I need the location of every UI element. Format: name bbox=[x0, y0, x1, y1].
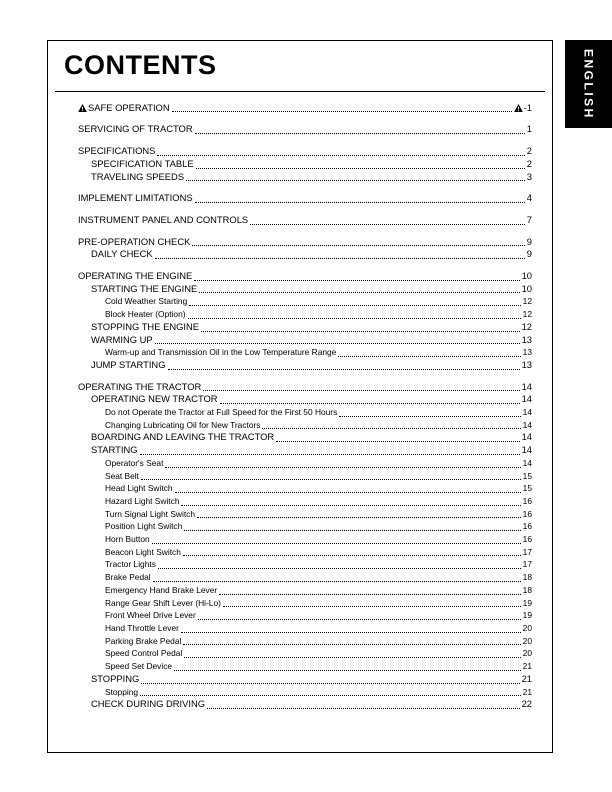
dot-leader bbox=[184, 530, 520, 531]
dot-leader bbox=[183, 644, 520, 645]
dot-leader bbox=[201, 331, 520, 332]
toc-entry-page: 21 bbox=[521, 672, 532, 684]
dot-leader bbox=[140, 454, 520, 455]
toc-entry-page: 10 bbox=[521, 282, 532, 294]
toc-entry-label: Operator's Seat bbox=[105, 457, 164, 468]
language-tab bbox=[565, 40, 612, 128]
toc-entry bbox=[78, 192, 532, 205]
toc-entry bbox=[78, 145, 532, 158]
toc-entry bbox=[78, 635, 532, 648]
toc-entry bbox=[78, 270, 532, 283]
toc-entry-label: INSTRUMENT PANEL AND CONTROLS bbox=[78, 213, 249, 225]
toc-entry-page: 15 bbox=[522, 470, 532, 481]
toc-entry-page: 16 bbox=[522, 495, 532, 506]
toc-entry-label: Hand Throttle Lever bbox=[105, 623, 179, 633]
toc-entry-label: Position Light Switch bbox=[105, 521, 183, 532]
dot-leader bbox=[220, 403, 520, 404]
toc-entry-label: Emergency Hand Brake Lever bbox=[105, 584, 218, 595]
toc-entry-page: 14 bbox=[522, 407, 532, 418]
toc-entry-label: Stopping bbox=[105, 686, 139, 697]
dot-leader bbox=[195, 133, 525, 134]
toc-entry bbox=[78, 571, 532, 584]
toc-entry bbox=[78, 647, 532, 660]
toc-entry-label: Beacon Light Switch bbox=[105, 546, 181, 557]
toc-entry-page: 14 bbox=[522, 419, 532, 430]
toc-entry-label: Turn Signal Light Switch bbox=[105, 508, 195, 519]
toc-entry bbox=[78, 359, 532, 372]
toc-entry-label: Seat Belt bbox=[105, 470, 139, 481]
toc-entry bbox=[78, 660, 532, 673]
dot-leader bbox=[198, 619, 521, 620]
toc-entry-label: Range Gear Shift Lever (Hi-Lo) bbox=[105, 597, 221, 608]
dot-leader bbox=[192, 245, 524, 246]
toc-entry bbox=[78, 597, 532, 610]
toc-entry bbox=[78, 609, 532, 622]
toc-entry bbox=[78, 520, 532, 533]
toc-entry-page: 13 bbox=[522, 347, 532, 358]
toc-entry-page: 13 bbox=[521, 358, 532, 370]
dot-leader bbox=[181, 632, 521, 633]
toc-entry-label: OPERATING THE TRACTOR bbox=[78, 380, 202, 392]
toc-entry-page: 17 bbox=[522, 559, 532, 570]
toc-entry-label: Warm-up and Transmission Oil in the Low Temperature Range bbox=[105, 347, 337, 358]
dot-leader bbox=[186, 180, 525, 181]
toc-entry-page: 4 bbox=[526, 192, 532, 204]
toc-entry-page: 13 bbox=[521, 333, 532, 345]
toc-entry bbox=[78, 686, 532, 699]
toc-entry bbox=[78, 508, 532, 521]
toc-entry bbox=[78, 444, 532, 457]
toc-entry-label: SERVICING OF TRACTOR bbox=[78, 123, 193, 135]
toc-entry-page: 12 bbox=[522, 296, 532, 307]
toc-entry-page: 3 bbox=[526, 170, 532, 182]
toc-entry-page: 14 bbox=[521, 431, 532, 443]
dot-leader bbox=[152, 543, 521, 544]
dot-leader bbox=[223, 606, 521, 607]
toc-entry-label: WARMING UP bbox=[91, 333, 153, 345]
toc-entry-page: 10 bbox=[521, 270, 532, 282]
page-title: CONTENTS bbox=[64, 50, 217, 80]
dot-leader bbox=[339, 416, 520, 417]
toc-entry bbox=[78, 321, 532, 334]
dot-leader bbox=[203, 390, 519, 391]
toc-entry-label: Block Heater (Option) bbox=[105, 309, 186, 320]
toc-entry bbox=[78, 308, 532, 321]
toc-entry-page: 17 bbox=[522, 546, 532, 557]
toc-entry-label: IMPLEMENT LIMITATIONS bbox=[78, 192, 193, 204]
dot-leader bbox=[219, 594, 520, 595]
toc-entry bbox=[78, 431, 532, 444]
toc-entry-page: 1 bbox=[526, 123, 532, 135]
toc-entry-label: TRAVELING SPEEDS bbox=[91, 170, 185, 182]
toc-entry-label: Parking Brake Pedal bbox=[105, 635, 182, 646]
toc-entry-label: CHECK DURING DRIVING bbox=[91, 698, 206, 710]
toc-entry-page: 18 bbox=[522, 584, 532, 595]
toc-entry-label: Horn Button bbox=[105, 534, 150, 545]
toc-entry bbox=[78, 236, 532, 249]
warning-triangle-icon bbox=[78, 104, 87, 112]
dot-leader bbox=[199, 292, 519, 293]
toc-entry bbox=[78, 214, 532, 227]
toc-entry bbox=[78, 283, 532, 296]
toc-entry-label: Tractor Lights bbox=[105, 559, 156, 570]
toc-entry bbox=[78, 248, 532, 261]
toc-entry-page: 16 bbox=[522, 534, 532, 545]
dot-leader bbox=[250, 224, 525, 225]
dot-leader bbox=[155, 258, 525, 259]
dot-leader bbox=[197, 517, 521, 518]
dot-leader bbox=[194, 280, 519, 281]
dot-leader bbox=[165, 467, 520, 468]
toc-entry-label: SAFE OPERATION bbox=[88, 101, 170, 113]
dot-leader bbox=[338, 356, 520, 357]
toc-entry-page: 22 bbox=[521, 698, 532, 710]
toc-entry-page: 21 bbox=[522, 686, 532, 697]
toc-entry bbox=[78, 393, 532, 406]
toc-entry bbox=[78, 419, 532, 432]
toc-entry bbox=[78, 457, 532, 470]
toc-entry-page: 16 bbox=[522, 508, 532, 519]
toc-entry-page: 9 bbox=[526, 235, 532, 247]
page-border bbox=[47, 40, 553, 753]
toc-entry-label: Speed Set Device bbox=[105, 661, 173, 672]
toc-entry bbox=[78, 495, 532, 508]
toc-entry-label: OPERATING NEW TRACTOR bbox=[91, 393, 218, 405]
toc-entry-label: STARTING THE ENGINE bbox=[91, 282, 198, 294]
toc-entry-label: Hazard Light Switch bbox=[105, 495, 180, 506]
toc-entry bbox=[78, 673, 532, 686]
toc-entry-label: Changing Lubricating Oil for New Tractors bbox=[105, 419, 261, 430]
dot-leader bbox=[195, 202, 525, 203]
dot-leader bbox=[174, 670, 521, 671]
dot-leader bbox=[155, 343, 520, 344]
dot-leader bbox=[175, 492, 521, 493]
toc-entry-page: 21 bbox=[522, 661, 532, 672]
toc-entry-label: Front Wheel Drive Lever bbox=[105, 610, 196, 621]
toc-entry-label: STOPPING bbox=[91, 672, 140, 684]
toc-entry bbox=[78, 533, 532, 546]
toc-entry-label: JUMP STARTING bbox=[91, 358, 166, 370]
dot-leader bbox=[172, 111, 512, 112]
toc-entry bbox=[78, 346, 532, 359]
toc-entry-label: Speed Control Pedal bbox=[105, 648, 183, 659]
dot-leader bbox=[189, 305, 520, 306]
toc-entry-label: OPERATING THE ENGINE bbox=[78, 270, 193, 282]
toc-entry bbox=[78, 406, 532, 419]
toc-entry-page: 14 bbox=[521, 380, 532, 392]
dot-leader bbox=[183, 555, 521, 556]
toc-entry bbox=[78, 482, 532, 495]
toc-entry-label: Cold Weather Starting bbox=[105, 296, 188, 307]
warning-triangle-icon bbox=[514, 104, 523, 112]
dot-leader bbox=[140, 695, 521, 696]
dot-leader bbox=[262, 428, 520, 429]
toc-entry-page: 9 bbox=[526, 248, 532, 260]
toc-entry-label: Do not Operate the Tractor at Full Speed for the First 50 Hours bbox=[105, 407, 338, 418]
toc-entry bbox=[78, 334, 532, 347]
dot-leader bbox=[188, 318, 521, 319]
toc-entry-page: 19 bbox=[522, 610, 532, 621]
toc-entry-page: 14 bbox=[521, 444, 532, 456]
dot-leader bbox=[207, 708, 519, 709]
toc-entry-page: 18 bbox=[522, 572, 532, 583]
toc-entry-label: SPECIFICATION TABLE bbox=[91, 157, 194, 169]
toc-entry-label: STOPPING THE ENGINE bbox=[91, 320, 200, 332]
toc-entry-page: 20 bbox=[522, 648, 532, 659]
dot-leader bbox=[153, 581, 521, 582]
toc-entry-page: 12 bbox=[521, 320, 532, 332]
toc-entry bbox=[78, 584, 532, 597]
toc-entry bbox=[78, 470, 532, 483]
toc-entry-label: BOARDING AND LEAVING THE TRACTOR bbox=[91, 431, 275, 443]
toc-entry bbox=[78, 698, 532, 711]
title-block bbox=[48, 41, 552, 87]
dot-leader bbox=[181, 505, 520, 506]
toc-entry bbox=[78, 622, 532, 635]
toc-entry-page: 16 bbox=[522, 521, 532, 532]
toc-entry-page: 19 bbox=[522, 597, 532, 608]
toc-entry-page: 2 bbox=[526, 157, 532, 169]
toc-entry-page: 12 bbox=[522, 309, 532, 320]
dot-leader bbox=[184, 657, 520, 658]
toc-entry-label: PRE-OPERATION CHECK bbox=[78, 235, 191, 247]
toc-entry-page: 20 bbox=[522, 635, 532, 646]
toc-entry-label: SPECIFICATIONS bbox=[78, 145, 156, 157]
dot-leader bbox=[158, 568, 521, 569]
toc-entry-page: 14 bbox=[521, 393, 532, 405]
toc-entry-label: STARTING bbox=[91, 444, 138, 456]
toc-entry-page: 7 bbox=[526, 213, 532, 225]
toc-entry-label: Brake Pedal bbox=[105, 572, 151, 583]
toc-entry-page: 2 bbox=[526, 145, 532, 157]
toc-entry bbox=[78, 171, 532, 184]
toc-entry bbox=[78, 102, 532, 115]
dot-leader bbox=[196, 168, 525, 169]
toc-entry-page: 15 bbox=[522, 483, 532, 494]
dot-leader bbox=[141, 683, 519, 684]
toc-entry-label: DAILY CHECK bbox=[91, 248, 153, 260]
dot-leader bbox=[157, 155, 524, 156]
table-of-contents bbox=[48, 92, 552, 711]
toc-entry bbox=[78, 295, 532, 308]
toc-entry-label: Head Light Switch bbox=[105, 483, 173, 494]
toc-entry-page: -1 bbox=[523, 101, 532, 113]
language-tab-label: ENGLISH bbox=[581, 48, 596, 120]
dot-leader bbox=[141, 479, 521, 480]
toc-entry bbox=[78, 158, 532, 171]
toc-entry bbox=[78, 381, 532, 394]
toc-entry bbox=[78, 546, 532, 559]
dot-leader bbox=[276, 441, 519, 442]
toc-entry bbox=[78, 123, 532, 136]
dot-leader bbox=[168, 369, 520, 370]
toc-entry bbox=[78, 558, 532, 571]
toc-entry-page: 14 bbox=[522, 457, 532, 468]
toc-entry-page: 20 bbox=[522, 623, 532, 633]
